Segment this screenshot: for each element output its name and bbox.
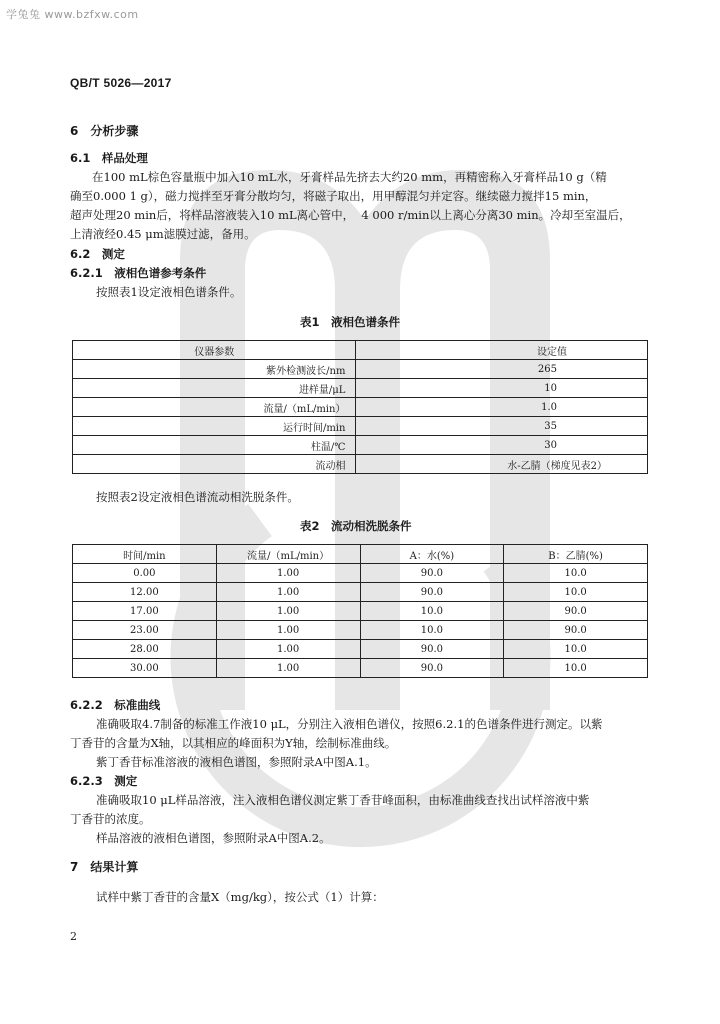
table-row — [73, 379, 648, 398]
table-cell: 10.0 — [504, 659, 648, 678]
table-cell: 1.00 — [216, 583, 360, 602]
para-line: 准确吸取4.7制备的标准工作液10 μL，分别注入液相色谱仪，按照6.2.1的色谱条件进行测定。以紫 — [96, 717, 603, 731]
table-header-cell: 时间/min — [73, 545, 217, 564]
table-row — [73, 621, 648, 640]
table-cell: 1.00 — [216, 640, 360, 659]
section-7-text: 试样中紫丁香苷的含量X（mg/kg），按公式（1）计算： — [96, 890, 384, 904]
table-header-cell: A：水(%) — [360, 545, 504, 564]
table-row — [73, 417, 648, 436]
table-cell: 运行时间/min — [73, 417, 356, 436]
section-6-title: 6 分析步骤 — [70, 124, 139, 138]
table-row — [73, 659, 648, 678]
table-cell: 265 — [356, 360, 648, 379]
table-cell: 90.0 — [504, 621, 648, 640]
section-6-2-2-title: 6.2.2 标准曲线 — [70, 698, 161, 712]
table-header-cell: 仪器参数 — [73, 341, 356, 360]
table-cell: 1.00 — [216, 564, 360, 583]
table-cell: 0.00 — [73, 564, 217, 583]
table-cell: 10.0 — [360, 602, 504, 621]
page-number: 2 — [70, 930, 77, 943]
table-cell: 17.00 — [73, 602, 217, 621]
table-row — [73, 640, 648, 659]
table-cell: 35 — [356, 417, 648, 436]
table-cell: 90.0 — [360, 583, 504, 602]
table-cell: 10.0 — [504, 564, 648, 583]
section-6-1-body — [70, 168, 670, 244]
table-cell: 90.0 — [360, 659, 504, 678]
table-row — [73, 398, 648, 417]
table-cell: 10 — [356, 379, 648, 398]
table-row — [73, 583, 648, 602]
table-cell: 28.00 — [73, 640, 217, 659]
table2-caption: 表2 流动相洗脱条件 — [300, 519, 412, 533]
table-cell: 30 — [356, 436, 648, 455]
table-header-cell: B：乙腈(%) — [504, 545, 648, 564]
para-line: 在100 mL棕色容量瓶中加入10 mL水，牙膏样品先挤去大约20 mm，再精密称入牙膏样品10 g（精 — [92, 170, 607, 184]
table-cell: 12.00 — [73, 583, 217, 602]
table-header-row — [73, 545, 648, 564]
table-cell: 柱温/℃ — [73, 436, 356, 455]
para-line: 紫丁香苷标准溶液的液相色谱图，参照附录A中图A.1。 — [96, 755, 377, 769]
para-line: 上清液经0.45 μm滤膜过滤，备用。 — [70, 227, 256, 241]
table-row — [73, 602, 648, 621]
table-cell: 1.00 — [216, 602, 360, 621]
table1 — [72, 340, 648, 474]
table-cell: 流动相 — [73, 455, 356, 474]
table2-intro: 按照表2设定液相色谱流动相洗脱条件。 — [96, 490, 299, 504]
para-line: 样品溶液的液相色谱图，参照附录A中图A.2。 — [96, 831, 331, 845]
table-row — [73, 360, 648, 379]
table-cell: 90.0 — [360, 564, 504, 583]
table-row — [73, 455, 648, 474]
para-line: 超声处理20 min后，将样品溶液装入10 mL离心管中， 4 000 r/min以上离心分离30 min。冷却至室温后， — [70, 208, 631, 222]
table2 — [72, 544, 648, 678]
table-cell: 1.00 — [216, 621, 360, 640]
section-7-title: 7 结果计算 — [70, 860, 139, 874]
section-6-1-title: 6.1 样品处理 — [70, 151, 148, 165]
standard-code: QB/T 5026—2017 — [70, 76, 172, 90]
table-cell: 10.0 — [504, 640, 648, 659]
table-cell: 90.0 — [504, 602, 648, 621]
table1-caption: 表1 液相色谱条件 — [300, 315, 401, 329]
table-cell: 10.0 — [360, 621, 504, 640]
table-cell: 30.00 — [73, 659, 217, 678]
table-cell: 紫外检测波长/nm — [73, 360, 356, 379]
para-line: 准确吸取10 μL样品溶液，注入液相色谱仪测定紫丁香苷峰面积，由标准曲线查找出试样溶液中紫 — [96, 793, 590, 807]
table-cell: 1.00 — [216, 659, 360, 678]
table-header-cell: 设定值 — [356, 341, 648, 360]
table-row — [73, 564, 648, 583]
table-cell: 流量/（mL/min） — [73, 398, 356, 417]
section-6-2-2-body — [70, 715, 670, 772]
para-line: 丁香苷的含量为X轴，以其相应的峰面积为Y轴，绘制标准曲线。 — [70, 736, 397, 750]
table-cell: 进样量/μL — [73, 379, 356, 398]
table-row — [73, 436, 648, 455]
para-line: 确至0.000 1 g），磁力搅拌至牙膏分散均匀，将磁子取出，用甲醇混匀并定容。继续磁力搅拌15 min， — [70, 189, 597, 203]
section-6-2-title: 6.2 测定 — [70, 247, 125, 261]
table-cell: 23.00 — [73, 621, 217, 640]
site-watermark-text: 学兔兔 www.bzfxw.com — [6, 8, 139, 21]
table-header-cell: 流量/（mL/min） — [216, 545, 360, 564]
para-line: 丁香苷的浓度。 — [70, 812, 151, 826]
section-6-2-3-body — [70, 791, 670, 848]
table-header-row — [73, 341, 648, 360]
table-cell: 10.0 — [504, 583, 648, 602]
table-cell: 90.0 — [360, 640, 504, 659]
section-6-2-1-title: 6.2.1 液相色谱参考条件 — [70, 266, 207, 280]
section-6-2-3-title: 6.2.3 测定 — [70, 774, 138, 788]
table-cell: 水-乙腈（梯度见表2） — [356, 455, 648, 474]
table-cell: 1.0 — [356, 398, 648, 417]
table1-intro: 按照表1设定液相色谱条件。 — [96, 285, 242, 299]
